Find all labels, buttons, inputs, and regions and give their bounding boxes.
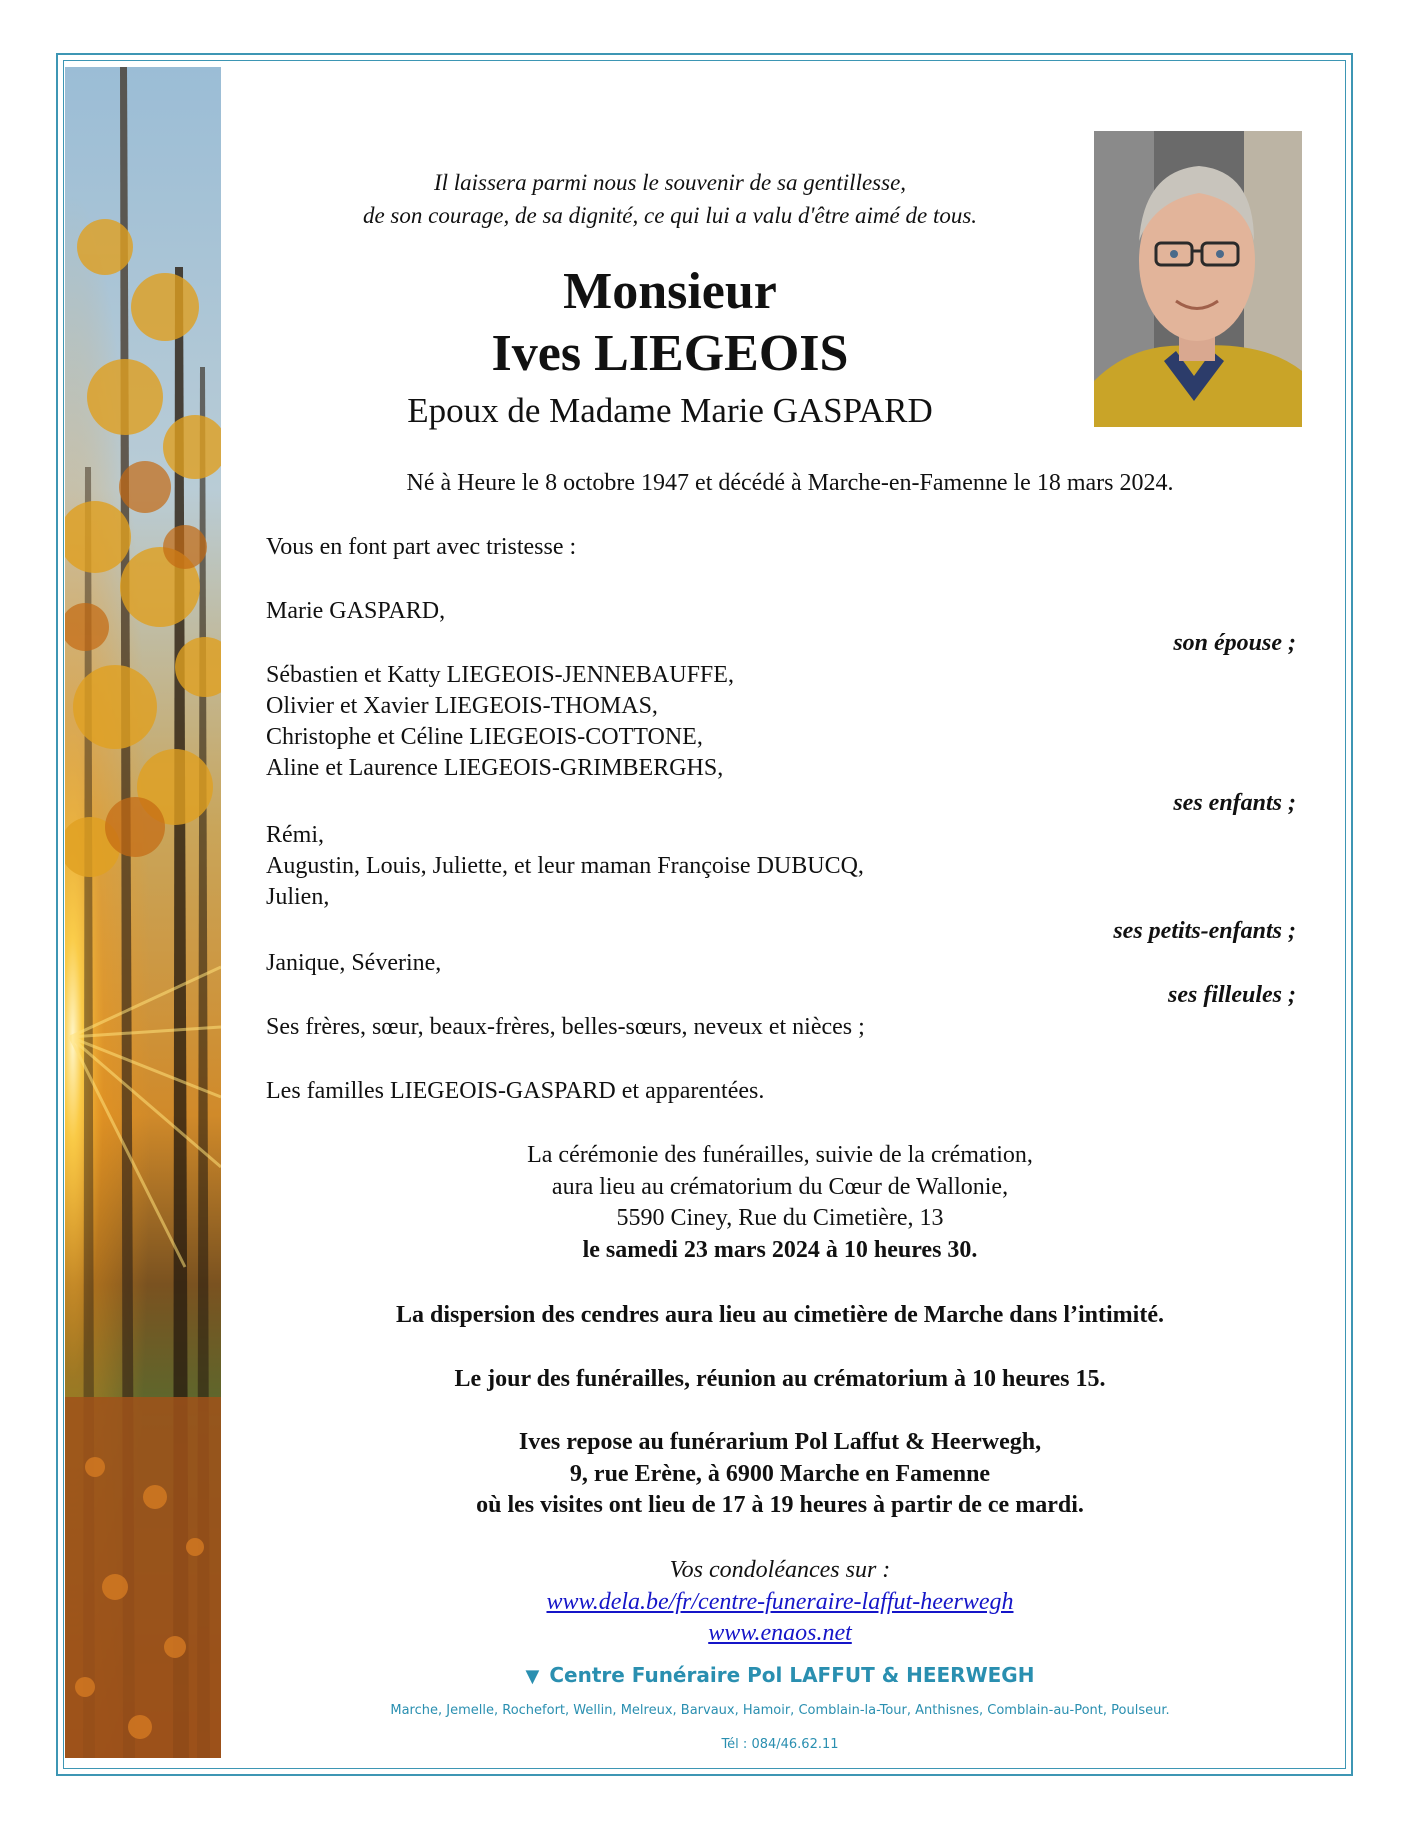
goddaughters-names: Janique, Séverine, bbox=[266, 950, 442, 976]
list-item: Julien, bbox=[266, 884, 330, 910]
list-item: Augustin, Louis, Juliette, et leur maman Françoise DUBUCQ, bbox=[266, 853, 864, 879]
dela-link[interactable]: www.dela.be/fr/centre-funeraire-laffut-heerwegh bbox=[546, 1588, 1014, 1615]
list-item: Sébastien et Katty LIEGEOIS-JENNEBAUFFE, bbox=[266, 662, 734, 688]
condolences-block bbox=[270, 1555, 1290, 1650]
deceased-name: Ives LIEGEOIS bbox=[491, 325, 849, 382]
ceremony-details bbox=[270, 1140, 1290, 1266]
list-item: Rémi, bbox=[266, 822, 324, 848]
grandchildren-role: ses petits-enfants ; bbox=[1113, 918, 1296, 944]
portrait-photo bbox=[1094, 131, 1302, 427]
goddaughters-role: ses filleules ; bbox=[1168, 982, 1296, 1008]
children-list bbox=[266, 660, 734, 784]
quote-line-1: Il laissera parmi nous le souvenir de sa gentillesse, bbox=[433, 170, 907, 195]
memorial-quote bbox=[270, 166, 1070, 232]
list-item: Aline et Laurence LIEGEOIS-GRIMBERGHS, bbox=[266, 755, 724, 781]
visitation-line-3: où les visites ont lieu de 17 à 19 heures à partir de ce mardi. bbox=[476, 1492, 1084, 1518]
children-role: ses enfants ; bbox=[1173, 790, 1296, 816]
families-line: Les familles LIEGEOIS-GASPARD et apparentées. bbox=[266, 1078, 765, 1104]
funeral-home-phone: Tél : 084/46.62.11 bbox=[721, 1737, 839, 1752]
dispersion-notice: La dispersion des cendres aura lieu au cimetière de Marche dans l’intimité. bbox=[396, 1302, 1164, 1328]
honorific: Monsieur bbox=[563, 263, 777, 320]
list-item: Olivier et Xavier LIEGEOIS-THOMAS, bbox=[266, 693, 658, 719]
ceremony-line-1: La cérémonie des funérailles, suivie de la crémation, bbox=[527, 1142, 1033, 1168]
funeral-home-towns: Marche, Jemelle, Rochefort, Wellin, Melreux, Barvaux, Hamoir, Comblain-la-Tour, Anthisnes, Comblain-au-Pont, Poulseur. bbox=[390, 1703, 1170, 1718]
condolences-label: Vos condoléances sur : bbox=[669, 1557, 891, 1583]
autumn-forest-image bbox=[65, 67, 221, 1758]
spouse-line: Epoux de Madame Marie GASPARD bbox=[407, 391, 933, 430]
ceremony-address: 5590 Ciney, Rue du Cimetière, 13 bbox=[616, 1205, 944, 1231]
ceremony-datetime: le samedi 23 mars 2024 à 10 heures 30. bbox=[582, 1236, 978, 1263]
siblings-line: Ses frères, sœur, beaux-frères, belles-sœurs, neveux et nièces ; bbox=[266, 1014, 865, 1040]
visitation-line-1: Ives repose au funérarium Pol Laffut & Heerwegh, bbox=[518, 1429, 1042, 1455]
grandchildren-list bbox=[266, 820, 864, 913]
enaos-link[interactable]: www.enaos.net bbox=[708, 1620, 852, 1646]
funeral-home-name: Centre Funéraire Pol LAFFUT & HEERWEGH bbox=[549, 1663, 1035, 1687]
ceremony-line-2: aura lieu au crématorium du Cœur de Wallonie, bbox=[551, 1173, 1009, 1200]
triangle-down-icon: ▼ bbox=[525, 1666, 540, 1687]
funeral-home-title bbox=[270, 1662, 1290, 1690]
quote-line-2: de son courage, de sa dignité, ce qui lui a valu d'être aimé de tous. bbox=[362, 203, 978, 228]
intro-text: Vous en font part avec tristesse : bbox=[266, 534, 577, 560]
meeting-notice: Le jour des funérailles, réunion au crématorium à 10 heures 15. bbox=[454, 1366, 1106, 1392]
visitation-details bbox=[270, 1427, 1290, 1522]
spouse-name: Marie GASPARD, bbox=[266, 598, 446, 624]
spouse-role: son épouse ; bbox=[1173, 630, 1296, 656]
visitation-line-2: 9, rue Erène, à 6900 Marche en Famenne bbox=[569, 1460, 991, 1487]
birth-death-dates: Né à Heure le 8 octobre 1947 et décédé à Marche-en-Famenne le 18 mars 2024. bbox=[406, 470, 1174, 496]
list-item: Christophe et Céline LIEGEOIS-COTTONE, bbox=[266, 724, 703, 750]
